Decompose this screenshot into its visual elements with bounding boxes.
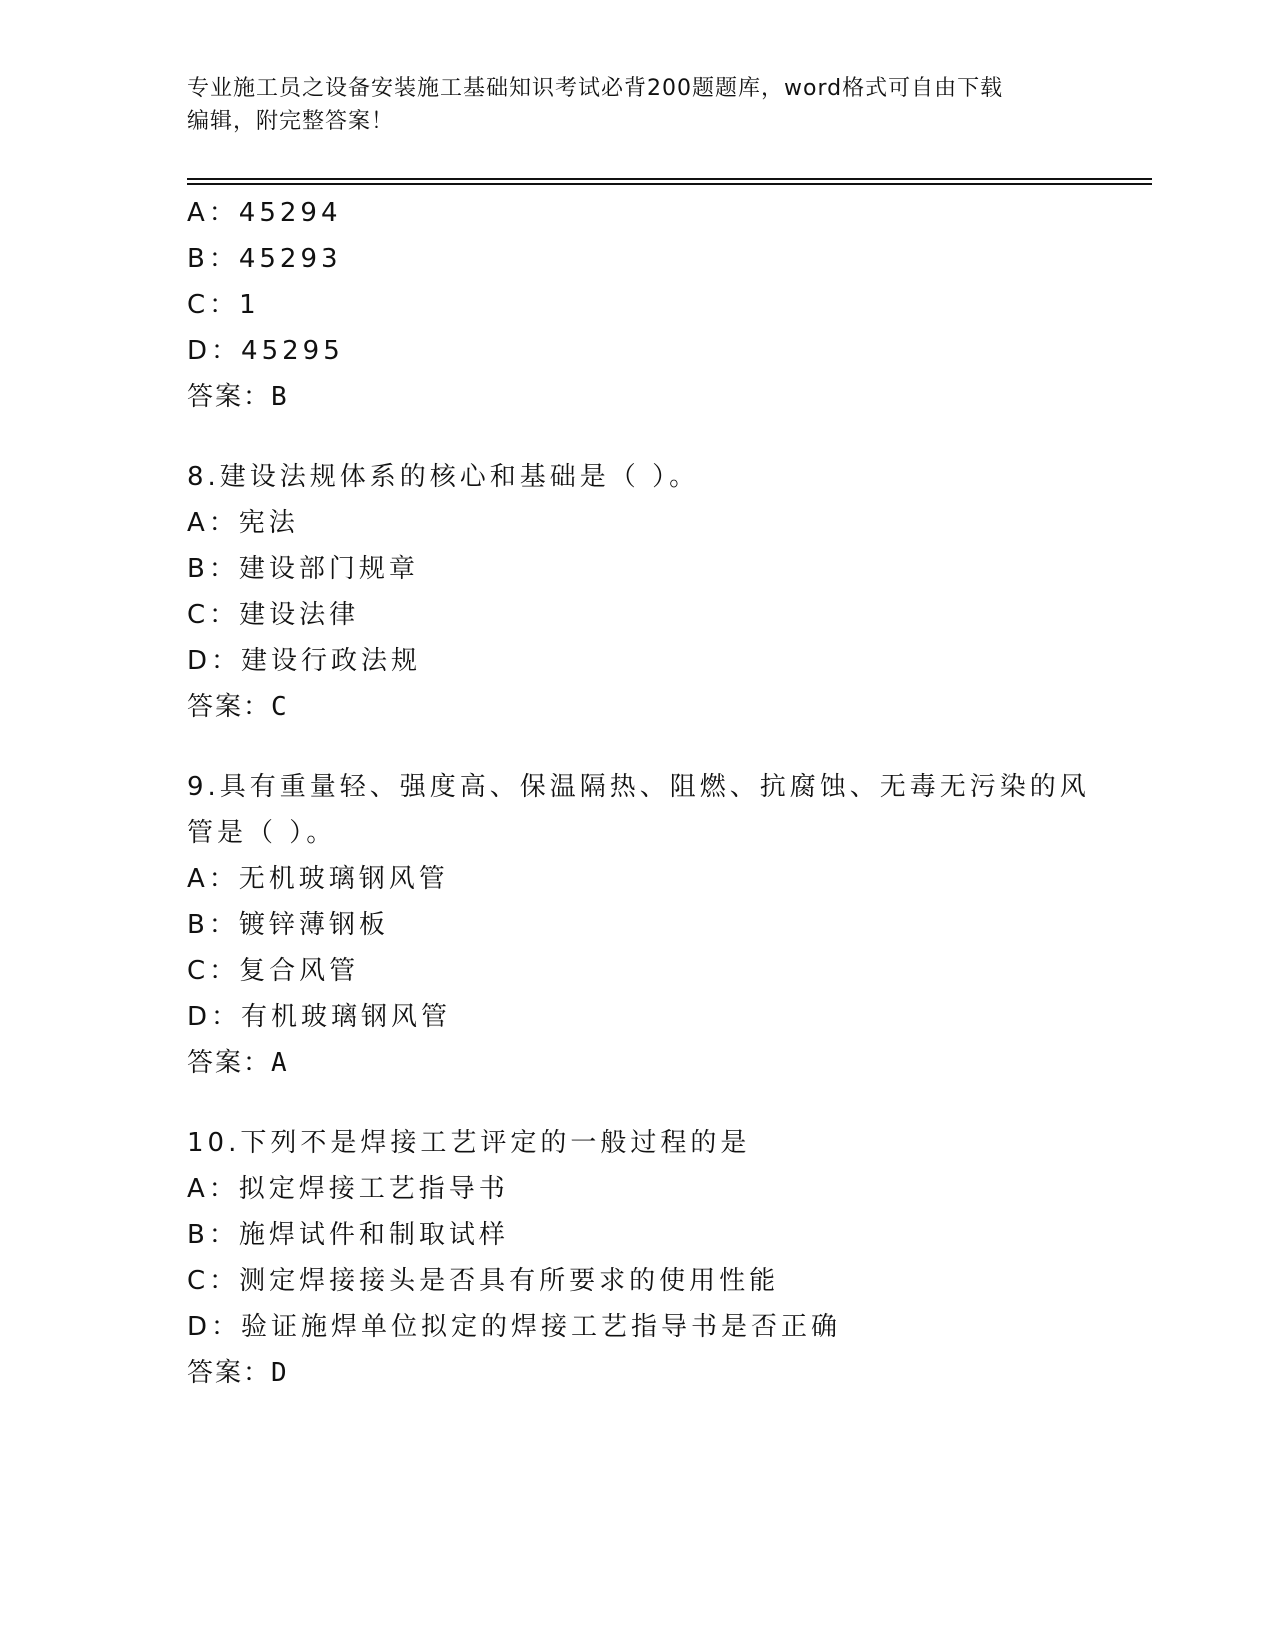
option-c: C：测定焊接接头是否具有所要求的使用性能	[187, 1266, 780, 1296]
option-d: D：验证施焊单位拟定的焊接工艺指导书是否正确	[187, 1312, 842, 1342]
header-title-line-1: 专业施工员之设备安装施工基础知识考试必背200题题库，word格式可自由下载	[187, 76, 1004, 101]
option-c: C：复合风管	[187, 956, 360, 986]
question-stem: 10.下列不是焊接工艺评定的一般过程的是	[187, 1128, 751, 1158]
question-list	[187, 190, 1152, 1396]
option-a: A：45294	[187, 198, 342, 228]
option-c: C：建设法律	[187, 600, 360, 630]
question-stem: 8.建设法规体系的核心和基础是（ ）。	[187, 462, 700, 492]
option-a: A：无机玻璃钢风管	[187, 864, 449, 894]
question-10	[187, 1120, 1152, 1396]
option-b: B：建设部门规章	[187, 554, 419, 584]
answer-line: 答案：A	[187, 1048, 289, 1078]
question-8	[187, 454, 1152, 730]
option-b: B：45293	[187, 244, 342, 274]
header-title-line-2: 编辑，附完整答案！	[187, 109, 395, 134]
question-stem-line-2: 管是（ ）。	[187, 818, 337, 848]
option-b: B：镀锌薄钢板	[187, 910, 389, 940]
spacer	[187, 420, 1152, 454]
spacer	[187, 1086, 1152, 1120]
option-d: D：建设行政法规	[187, 646, 422, 676]
header-divider-top	[187, 178, 1152, 180]
question-7	[187, 190, 1152, 420]
spacer	[187, 730, 1152, 764]
option-b: B：施焊试件和制取试样	[187, 1220, 509, 1250]
answer-line: 答案：B	[187, 382, 289, 412]
question-stem-line-1: 9.具有重量轻、强度高、保温隔热、阻燃、抗腐蚀、无毒无污染的风	[187, 772, 1090, 802]
question-9	[187, 764, 1152, 1086]
answer-line: 答案：D	[187, 1358, 289, 1388]
option-a: A：拟定焊接工艺指导书	[187, 1174, 509, 1204]
option-d: D：45295	[187, 336, 344, 366]
option-a: A：宪法	[187, 508, 299, 538]
option-d: D：有机玻璃钢风管	[187, 1002, 452, 1032]
header-divider-bottom	[187, 183, 1152, 185]
answer-line: 答案：C	[187, 692, 289, 722]
option-c: C：1	[187, 290, 260, 320]
document-header	[187, 72, 1087, 138]
